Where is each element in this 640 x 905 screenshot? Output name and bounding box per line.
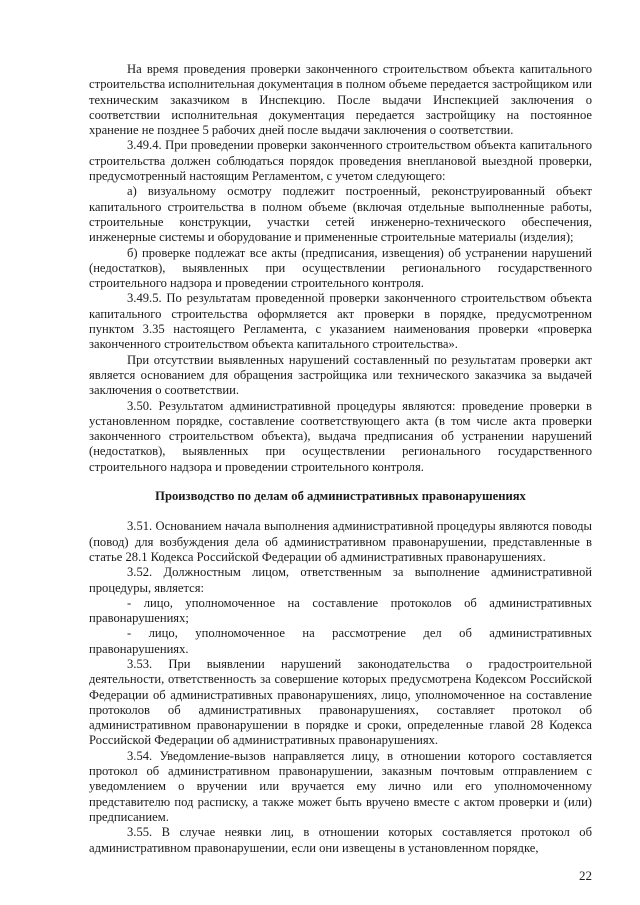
section-heading: Производство по делам об административных правонарушениях — [155, 489, 526, 504]
paragraph: 3.51. Основанием начала выполнения административной процедуры являются поводы (повод) для возбуждения дела об административном правонарушении, представленные в статье 28.1 Кодекса Российской Федерации об административных правонарушениях. — [89, 519, 592, 564]
page-number: 22 — [579, 868, 592, 883]
document-body — [89, 62, 592, 856]
list-item: - лицо, уполномоченное на составление протоколов об административных правонарушениях; — [89, 595, 592, 626]
paragraph: 3.49.4. При проведении проверки законченного строительством объекта капитального строительства должен соблюдаться порядок проведения внеплановой выездной проверки, предусмотренный настоящим Регламентом, с учетом следующего: — [89, 138, 592, 184]
paragraph: а) визуальному осмотру подлежит построенный, реконструированный объект капитального строительства в полном объеме (включая отдельные выполненные работы, строительные конструкции, участки сетей инженерно-технического обеспечения, инженерные системы и оборудование и примененные строительные материалы (изделия); — [89, 184, 592, 245]
paragraph: 3.54. Уведомление-вызов направляется лицу, в отношении которого составляется протокол об административном правонарушении, заказным почтовым отправлением с уведомлением о вручении или вручается ему лично или его уполномоченному представителю под расписку, а также может быть вручено вместе с актом проверки и (или) предписанием. — [89, 748, 592, 824]
paragraph: 3.55. В случае неявки лиц, в отношении которых составляется протокол об административном правонарушении, если они извещены в установленном порядке, — [89, 825, 592, 855]
paragraph: б) проверке подлежат все акты (предписания, извещения) об устранении нарушений (недостатков), выявленных при осуществлении регионального государственного строительного надзора и проведении строительного контроля. — [89, 245, 592, 291]
paragraph: При отсутствии выявленных нарушений составленный по результатам проверки акт является основанием для обращения застройщика или технического заказчика за выдачей заключения о соответствии. — [89, 352, 592, 398]
paragraph: 3.49.5. По результатам проведенной проверки законченного строительством объекта капитального строительства оформляется акт проверки в порядке, предусмотренном пунктом 3.35 настоящего Регламента, с указанием наименования проверки «проверка законченного строительством объекта капитального строительства». — [89, 291, 592, 352]
paragraph: 3.52. Должностным лицом, ответственным за выполнение административной процедуры, является: — [89, 565, 592, 595]
paragraph: 3.53. При выявлении нарушений законодательства о градостроительной деятельности, ответственность за совершение которых предусмотрена Кодексом Российской Федерации об административных правонарушениях, лицо, уполномоченное на составление протоколов об административных правонарушениях, составляет протокол об административном правонарушении в порядке и сроки, определенные главой 28 Кодекса Российской Федерации об административных правонарушениях. — [89, 656, 592, 748]
paragraph: 3.50. Результатом административной процедуры являются: проведение проверки в установленном порядке, составление соответствующего акта (в том числе акта проверки законченного строительством объекта), выдача предписания об устранении нарушений (недостатков), выявленных при осуществлении регионального государственного строительного надзора и проведении строительного контроля. — [89, 398, 592, 474]
list-item: - лицо, уполномоченное на рассмотрение дел об административных правонарушениях. — [89, 626, 592, 656]
paragraph: На время проведения проверки законченного строительством объекта капитального строительства исполнительная документация в полном объеме передается застройщиком или техническим заказчиком в Инспекцию. После выдачи Инспекцией заключения о соответствии исполнительная документация передается застройщику на постоянное хранение не позднее 5 рабочих дней после выдачи заключения о соответствии. — [89, 62, 592, 138]
